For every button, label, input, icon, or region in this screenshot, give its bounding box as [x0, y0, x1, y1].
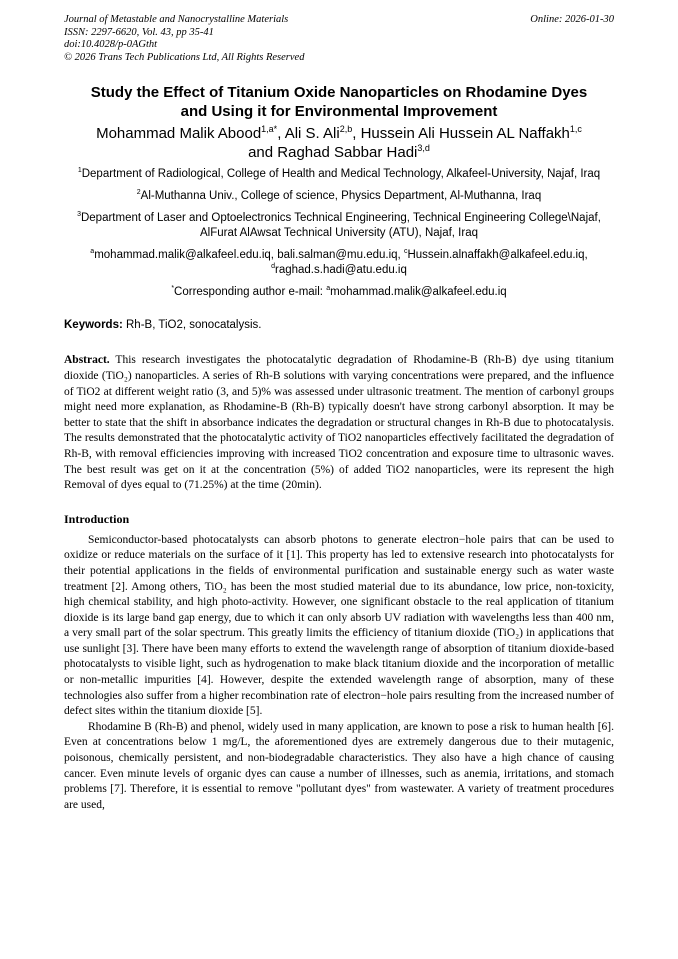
author-3-sup: 1,c: [569, 124, 582, 135]
keywords-text: Rh-B, TiO2, sonocatalysis.: [122, 319, 262, 332]
journal-copyright: © 2026 Trans Tech Publications Ltd, All Rights Reserved: [64, 51, 305, 63]
paper-page: [64, 14, 614, 813]
email-a-sup: a: [90, 248, 95, 256]
affiliation-1-text: Department of Radiological, College of Health and Medical Technology, Alkafeel-University, Najaf, Iraq: [81, 168, 601, 181]
author-2: Ali S. Ali: [284, 125, 340, 143]
affiliation-1: [64, 167, 614, 182]
abstract: [64, 353, 614, 493]
affiliation-2-text: Al-Muthanna Univ., College of science, Physics Department, Al-Muthanna, Iraq: [140, 190, 542, 203]
intro-paragraph-2: Rhodamine B (Rh-B) and phenol, widely used in many application, are known to pose a risk to human health [6]. Even at concentrations below 1 mg/L, the aforementioned dyes are extremely dangerous due to their mutagenic, poisonous, chemically persistent, and non-biodegradable characteristics. They also have a high chance of causing cancer. Even minute levels of organic dyes can cause a number of illnesses, such as anemia, irritations, and stomach problems [7]. Therefore, it is essential to remove "pollutant dyes" from wastewater. A variety of treatment procedures are used,: [64, 720, 614, 811]
affiliation-3: [64, 211, 614, 241]
affiliation-1-sup: 1: [77, 167, 82, 175]
author-1-sup: 1,a*: [261, 124, 278, 135]
author-4-sup: 3,d: [417, 143, 430, 154]
abstract-label: Abstract.: [64, 354, 110, 367]
paper-title: [64, 83, 614, 121]
intro-paragraph-1: Semiconductor-based photocatalysts can absorb photons to generate electron−hole pairs that can be used to oxidize or reduce materials on the surface of it [1]. This property has led to extensive research into photocatalysts for their potential applications in the fields of environmental purification and sustainable energy such as water waste treatment [2]. Among others, TiO₂ has been the most studied material due to its abundance, low price, non-toxicity, high chemical stability, and high photo-activity. However, one significant obstacle to the real application of titanium dioxide is its large band gap energy, due to which it can only absorb UV radiation with wavelengths less than 400 nm, a very small part of the solar spectrum. This greatly limits the efficiency of titanium dioxide (TiO₂) in applications that use sunlight [3]. There have been many efforts to extend the wavelength range of absorption of titanium dioxide-based photocatalysts to visible light, such as hydrogenation to make black titanium dioxide and the incorporation of metallic or non-metallic impurities [4]. However, despite the extended wavelength range of absorption, many of these technologies also suffer from a higher recombination rate of electron−hole pairs resulting from the increased number of defect sites within the titanium dioxide [5].: [64, 533, 614, 718]
author-separator: ,: [277, 125, 285, 143]
journal-issn: ISSN: 2297-6620, Vol. 43, pp 35-41: [64, 26, 214, 38]
author-2-sup: 2,b: [339, 124, 353, 135]
author-4: Raghad Sabbar Hadi: [277, 144, 418, 162]
affiliation-3-text: Department of Laser and Optoelectronics Technical Engineering, Technical Engineering College\Najaf, AlFurat AlAwsat Technical University (ATU), Najaf, Iraq: [80, 212, 601, 240]
section-heading-introduction: Introduction: [64, 511, 130, 526]
author-1: Mohammad Malik Abood: [96, 125, 262, 143]
email-a[interactable]: mohammad.malik@alkafeel.edu.iq,: [94, 249, 278, 262]
keywords: [64, 318, 614, 333]
email-d[interactable]: raghad.s.hadi@atu.edu.iq: [275, 264, 407, 277]
author-and: and: [248, 144, 278, 162]
affiliation-2: [64, 189, 614, 204]
journal-name: Journal of Metastable and Nanocrystalline Materials: [64, 14, 289, 25]
corresponding-label: Corresponding author e-mail:: [174, 286, 327, 299]
corresponding-star: *: [171, 285, 175, 293]
author-emails: [64, 248, 614, 278]
email-d-sup: d: [271, 263, 275, 271]
author-list: [64, 124, 614, 162]
corresponding-author: [64, 285, 614, 300]
keywords-label: Keywords:: [64, 319, 123, 332]
author-3: Hussein Ali Hussein AL Naffakh: [360, 125, 570, 143]
title-line-2: and Using it for Environmental Improvement: [180, 103, 498, 121]
affiliation-2-sup: 2: [136, 189, 141, 197]
email-c[interactable]: Hussein.alnaffakh@alkafeel.edu.iq,: [407, 249, 588, 262]
affiliation-3-sup: 3: [77, 211, 81, 219]
online-date: Online: 2026-01-30: [530, 14, 614, 25]
email-c-sup: c: [403, 248, 408, 256]
author-separator: ,: [352, 125, 361, 143]
abstract-text: This research investigates the photocatalytic degradation of Rhodamine-B (Rh-B) dye using titanium dioxide (TiO₂) nanoparticles. A series of Rh-B solutions with varying concentrations were prepared, and the influence of TiO2 at different weight ratio (3, and 5)% was assessed under ultrasonic treatment. The mention of carbonyl groups might need more explanation, as Rhodamine-B (Rh-B) typically doesn't have strong carbonyl absorption. It may be better to state that the shift in absorbance indicates the degradation or structural changes in Rh-B due to photocatalysis. The results demonstrated that the photocatalytic activity of TiO2 nanoparticles effectively facilitated the degradation of Rh-B, with removal efficiencies improving with increased TiO2 concentration and exposure time to ultrasonic waves. The best result was get on it at the concentration (5%) of added TiO2 nanoparticles, were its represent the high Removal of dyes equal to (71.25%) at the time (20min).: [64, 354, 614, 492]
journal-header: [64, 14, 614, 64]
email-b[interactable]: bali.salman@mu.edu.iq,: [277, 249, 404, 262]
journal-doi[interactable]: doi:10.4028/p-0AGtht: [64, 39, 158, 51]
title-line-1: Study the Effect of Titanium Oxide Nanoparticles on Rhodamine Dyes: [90, 84, 588, 102]
corresponding-email[interactable]: mohammad.malik@alkafeel.edu.iq: [330, 286, 507, 299]
corresponding-sup: a: [326, 285, 331, 293]
